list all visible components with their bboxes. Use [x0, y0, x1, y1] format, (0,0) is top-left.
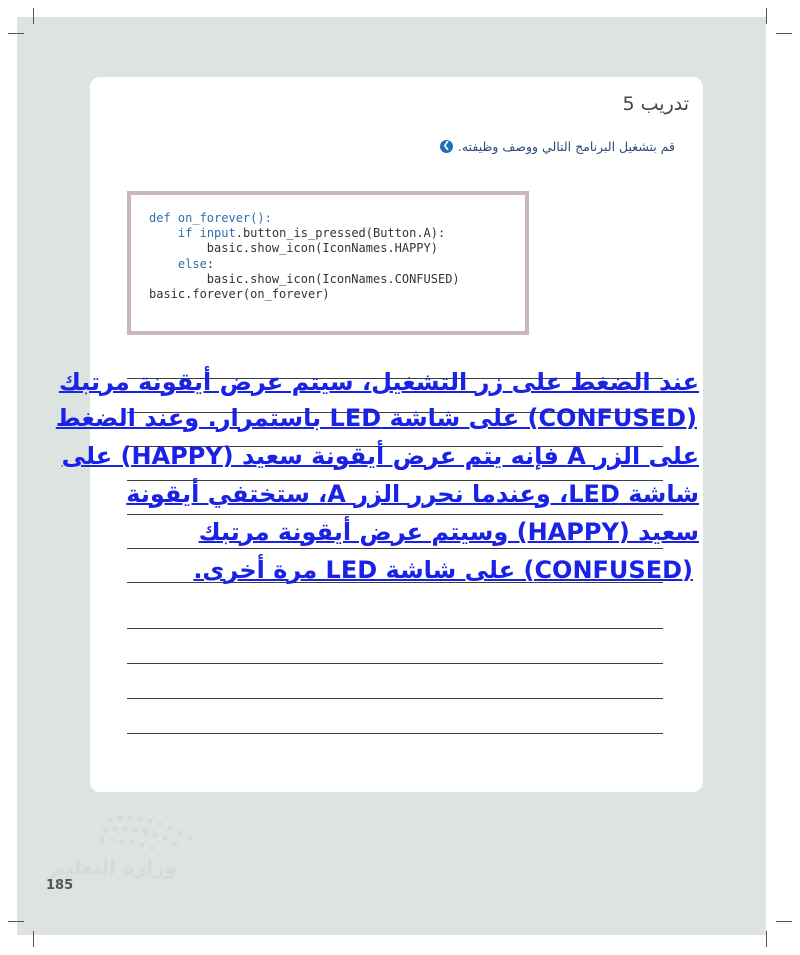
code-show-happy: basic.show_icon(IconNames.HAPPY) [149, 241, 438, 256]
ministry-logo-text: وزارة التعليم [50, 855, 177, 879]
answer-rule [127, 548, 663, 549]
ministry-logo [40, 810, 220, 920]
code-show-confused: basic.show_icon(IconNames.CONFUSED) [149, 271, 460, 286]
answer-rule [127, 663, 663, 664]
code-forever-call: basic.forever(on_forever) [149, 287, 330, 302]
answer-rule [127, 733, 663, 734]
code-else-colon: : [206, 256, 215, 271]
code-input-module: input [199, 226, 236, 241]
code-text [131, 195, 525, 302]
answer-rule [127, 628, 663, 629]
code-keyword-if: if [177, 226, 193, 241]
answer-line-1: عند الضغط على زر التشغيل، سيتم عرض أيقونة مرتبك [58, 368, 699, 396]
crop-mark [8, 921, 24, 922]
crop-mark [776, 33, 792, 34]
crop-mark [33, 931, 34, 947]
code-block [127, 191, 529, 335]
crop-mark [766, 931, 767, 947]
exercise-card [55, 77, 703, 792]
answer-rule [127, 514, 663, 515]
crop-mark [776, 921, 792, 922]
answer-line-3: على الزر A فإنه يتم عرض أيقونة سعيد (HAPPY) على [61, 442, 699, 470]
exercise-instruction [440, 139, 675, 154]
answer-line-5: سعيد (HAPPY) وسيتم عرض أيقونة مرتبك [198, 518, 699, 546]
answer-line-4: شاشة LED، وعندما نحرر الزر A، ستختفي أيقونة [126, 480, 699, 508]
exercise-title: تدريب 5 [622, 93, 689, 115]
chevron-right-icon: ❯ [440, 140, 453, 153]
crop-mark [8, 33, 24, 34]
code-keyword-def: def [149, 211, 171, 225]
answer-line-2: (CONFUSED) على شاشة LED باستمرار. وعند الضغط [55, 404, 697, 432]
crop-mark [33, 8, 34, 24]
answer-line-6: (CONFUSED) على شاشة LED مرة أخرى. [193, 556, 693, 584]
page-number: 185 [46, 878, 74, 893]
code-function-name: on_forever(): [170, 211, 272, 225]
instruction-text: قم بتشغيل البرنامج التالي ووصف وظيفته. [457, 139, 675, 154]
code-keyword-else: else [177, 256, 207, 271]
answer-rule [127, 698, 663, 699]
code-condition: .button_is_pressed(Button.A): [235, 226, 446, 241]
crop-mark [766, 8, 767, 24]
